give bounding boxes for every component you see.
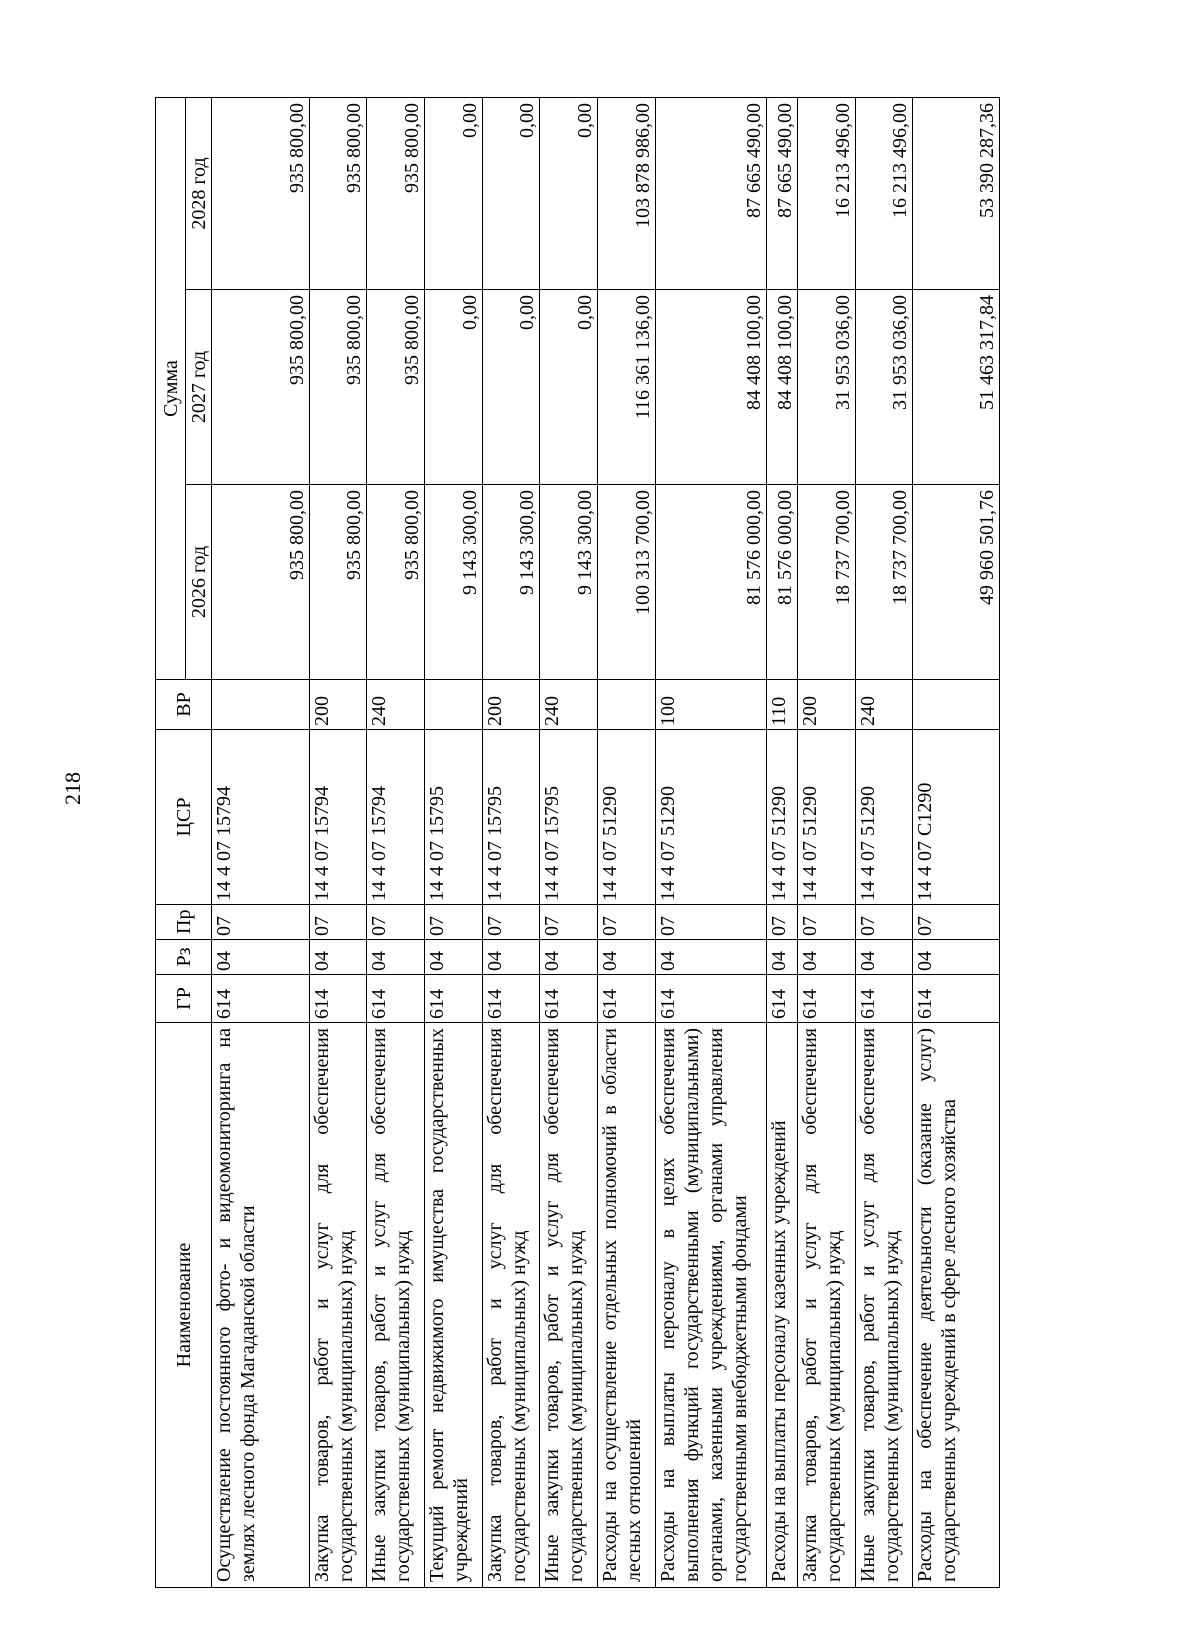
cell-gr: 614: [212, 975, 310, 1023]
cell-name: Текущий ремонт недвижимого имущества государственных учреждений: [425, 1023, 483, 1588]
cell-y2028: 53 390 287,36: [913, 98, 1000, 290]
cell-y2028: 16 213 496,00: [797, 98, 855, 290]
cell-y2026: 935 800,00: [367, 485, 425, 680]
cell-rz: 04: [913, 940, 1000, 975]
cell-gr: 614: [309, 975, 367, 1023]
header-csr: ЦСР: [156, 730, 212, 905]
cell-csr: 14 4 07 15794: [367, 730, 425, 905]
cell-rz: 04: [309, 940, 367, 975]
cell-gr: 614: [367, 975, 425, 1023]
cell-vr: 100: [655, 680, 766, 730]
cell-rz: 04: [797, 940, 855, 975]
cell-y2028: 87 665 490,00: [655, 98, 766, 290]
cell-vr: [212, 680, 310, 730]
cell-pr: 07: [309, 905, 367, 940]
cell-y2027: 51 463 317,84: [913, 290, 1000, 485]
cell-y2028: 103 878 986,00: [598, 98, 656, 290]
cell-y2028: 0,00: [540, 98, 598, 290]
cell-pr: 07: [913, 905, 1000, 940]
cell-rz: 04: [766, 940, 797, 975]
cell-name: Иные закупки товаров, работ и услуг для обеспечения государственных (муниципальных) нужд: [855, 1023, 913, 1588]
header-vr: ВР: [156, 680, 212, 730]
table-row: [309, 98, 367, 1588]
table-row: [913, 98, 1000, 1588]
cell-csr: 14 4 07 51290: [655, 730, 766, 905]
page-number: 218: [60, 772, 85, 805]
cell-y2026: 81 576 000,00: [655, 485, 766, 680]
cell-csr: 14 4 07 51290: [855, 730, 913, 905]
cell-y2028: 0,00: [425, 98, 483, 290]
cell-name: Расходы на обеспечение деятельности (оказание услуг) государственных учреждений в сфере лесного хозяйства: [913, 1023, 1000, 1588]
cell-y2028: 0,00: [482, 98, 540, 290]
table-row: [655, 98, 766, 1588]
cell-y2027: 31 953 036,00: [855, 290, 913, 485]
cell-rz: 04: [540, 940, 598, 975]
cell-gr: 614: [540, 975, 598, 1023]
cell-y2026: 935 800,00: [212, 485, 310, 680]
cell-rz: 04: [482, 940, 540, 975]
cell-rz: 04: [598, 940, 656, 975]
header-2027: 2027 год: [186, 290, 212, 485]
cell-csr: 14 4 07 15795: [482, 730, 540, 905]
cell-y2026: 81 576 000,00: [766, 485, 797, 680]
cell-y2027: 935 800,00: [309, 290, 367, 485]
cell-y2027: 116 361 136,00: [598, 290, 656, 485]
cell-vr: 200: [309, 680, 367, 730]
cell-rz: 04: [367, 940, 425, 975]
cell-csr: 14 4 07 15795: [540, 730, 598, 905]
cell-name: Расходы на осуществление отдельных полномочий в области лесных отношений: [598, 1023, 656, 1588]
cell-y2027: 84 408 100,00: [655, 290, 766, 485]
cell-name: Закупка товаров, работ и услуг для обеспечения государственных (муниципальных) нужд: [482, 1023, 540, 1588]
cell-gr: 614: [855, 975, 913, 1023]
header-row-top: [156, 98, 186, 1588]
header-2028: 2028 год: [186, 98, 212, 290]
cell-y2026: 9 143 300,00: [425, 485, 483, 680]
cell-name: Иные закупки товаров, работ и услуг для обеспечения государственных (муниципальных) нужд: [540, 1023, 598, 1588]
cell-y2026: 18 737 700,00: [855, 485, 913, 680]
cell-pr: 07: [482, 905, 540, 940]
cell-rz: 04: [855, 940, 913, 975]
cell-csr: 14 4 07 51290: [766, 730, 797, 905]
cell-pr: 07: [797, 905, 855, 940]
cell-pr: 07: [655, 905, 766, 940]
cell-csr: 14 4 07 С1290: [913, 730, 1000, 905]
cell-y2027: 935 800,00: [367, 290, 425, 485]
cell-gr: 614: [797, 975, 855, 1023]
cell-name: Осуществление постоянного фото- и видеомониторинга на землях лесного фонда Магаданской области: [212, 1023, 310, 1588]
table-row: [766, 98, 797, 1588]
budget-table: [155, 97, 1000, 1588]
cell-vr: 240: [367, 680, 425, 730]
table-row: [212, 98, 310, 1588]
cell-y2027: 0,00: [482, 290, 540, 485]
table-body: [212, 98, 1000, 1588]
cell-pr: 07: [367, 905, 425, 940]
cell-y2027: 0,00: [425, 290, 483, 485]
cell-gr: 614: [655, 975, 766, 1023]
cell-gr: 614: [425, 975, 483, 1023]
cell-vr: 240: [855, 680, 913, 730]
cell-rz: 04: [655, 940, 766, 975]
header-2026: 2026 год: [186, 485, 212, 680]
cell-csr: 14 4 07 15794: [309, 730, 367, 905]
cell-y2028: 935 800,00: [367, 98, 425, 290]
cell-y2027: 935 800,00: [212, 290, 310, 485]
table-row: [797, 98, 855, 1588]
cell-gr: 614: [766, 975, 797, 1023]
header-gr: ГР: [156, 975, 212, 1023]
table-row: [855, 98, 913, 1588]
cell-gr: 614: [913, 975, 1000, 1023]
cell-vr: 200: [482, 680, 540, 730]
cell-csr: 14 4 07 51290: [797, 730, 855, 905]
cell-rz: 04: [425, 940, 483, 975]
header-name: Наименование: [156, 1023, 212, 1588]
cell-vr: [598, 680, 656, 730]
header-sum: Сумма: [156, 98, 186, 680]
cell-pr: 07: [766, 905, 797, 940]
cell-pr: 07: [855, 905, 913, 940]
cell-y2026: 935 800,00: [309, 485, 367, 680]
cell-name: Расходы на выплаты персоналу в целях обеспечения выполнения функций государственными (муниципальными) органами, казенными учреждениями, органами управления государственными внебюджетными фондами: [655, 1023, 766, 1588]
table-row: [425, 98, 483, 1588]
cell-y2027: 31 953 036,00: [797, 290, 855, 485]
table-row: [367, 98, 425, 1588]
cell-pr: 07: [425, 905, 483, 940]
cell-gr: 614: [482, 975, 540, 1023]
cell-vr: 110: [766, 680, 797, 730]
cell-y2026: 49 960 501,76: [913, 485, 1000, 680]
table-row: [482, 98, 540, 1588]
cell-csr: 14 4 07 15795: [425, 730, 483, 905]
cell-vr: [913, 680, 1000, 730]
cell-pr: 07: [598, 905, 656, 940]
cell-name: Иные закупки товаров, работ и услуг для обеспечения государственных (муниципальных) нужд: [367, 1023, 425, 1588]
cell-y2026: 9 143 300,00: [540, 485, 598, 680]
cell-y2026: 9 143 300,00: [482, 485, 540, 680]
cell-pr: 07: [540, 905, 598, 940]
cell-rz: 04: [212, 940, 310, 975]
cell-gr: 614: [598, 975, 656, 1023]
cell-name: Закупка товаров, работ и услуг для обеспечения государственных (муниципальных) нужд: [797, 1023, 855, 1588]
header-pr: Пр: [156, 905, 212, 940]
cell-y2027: 0,00: [540, 290, 598, 485]
cell-vr: 240: [540, 680, 598, 730]
cell-y2026: 100 313 700,00: [598, 485, 656, 680]
table-row: [540, 98, 598, 1588]
cell-y2026: 18 737 700,00: [797, 485, 855, 680]
cell-name: Расходы на выплаты персоналу казенных учреждений: [766, 1023, 797, 1588]
table-row: [598, 98, 656, 1588]
rotated-table-container: [155, 98, 1000, 1588]
cell-name: Закупка товаров, работ и услуг для обеспечения государственных (муниципальных) нужд: [309, 1023, 367, 1588]
cell-y2028: 935 800,00: [309, 98, 367, 290]
cell-y2028: 935 800,00: [212, 98, 310, 290]
cell-vr: [425, 680, 483, 730]
cell-csr: 14 4 07 15794: [212, 730, 310, 905]
cell-pr: 07: [212, 905, 310, 940]
cell-vr: 200: [797, 680, 855, 730]
cell-y2028: 16 213 496,00: [855, 98, 913, 290]
header-rz: Рз: [156, 940, 212, 975]
cell-y2028: 87 665 490,00: [766, 98, 797, 290]
cell-y2027: 84 408 100,00: [766, 290, 797, 485]
cell-csr: 14 4 07 51290: [598, 730, 656, 905]
